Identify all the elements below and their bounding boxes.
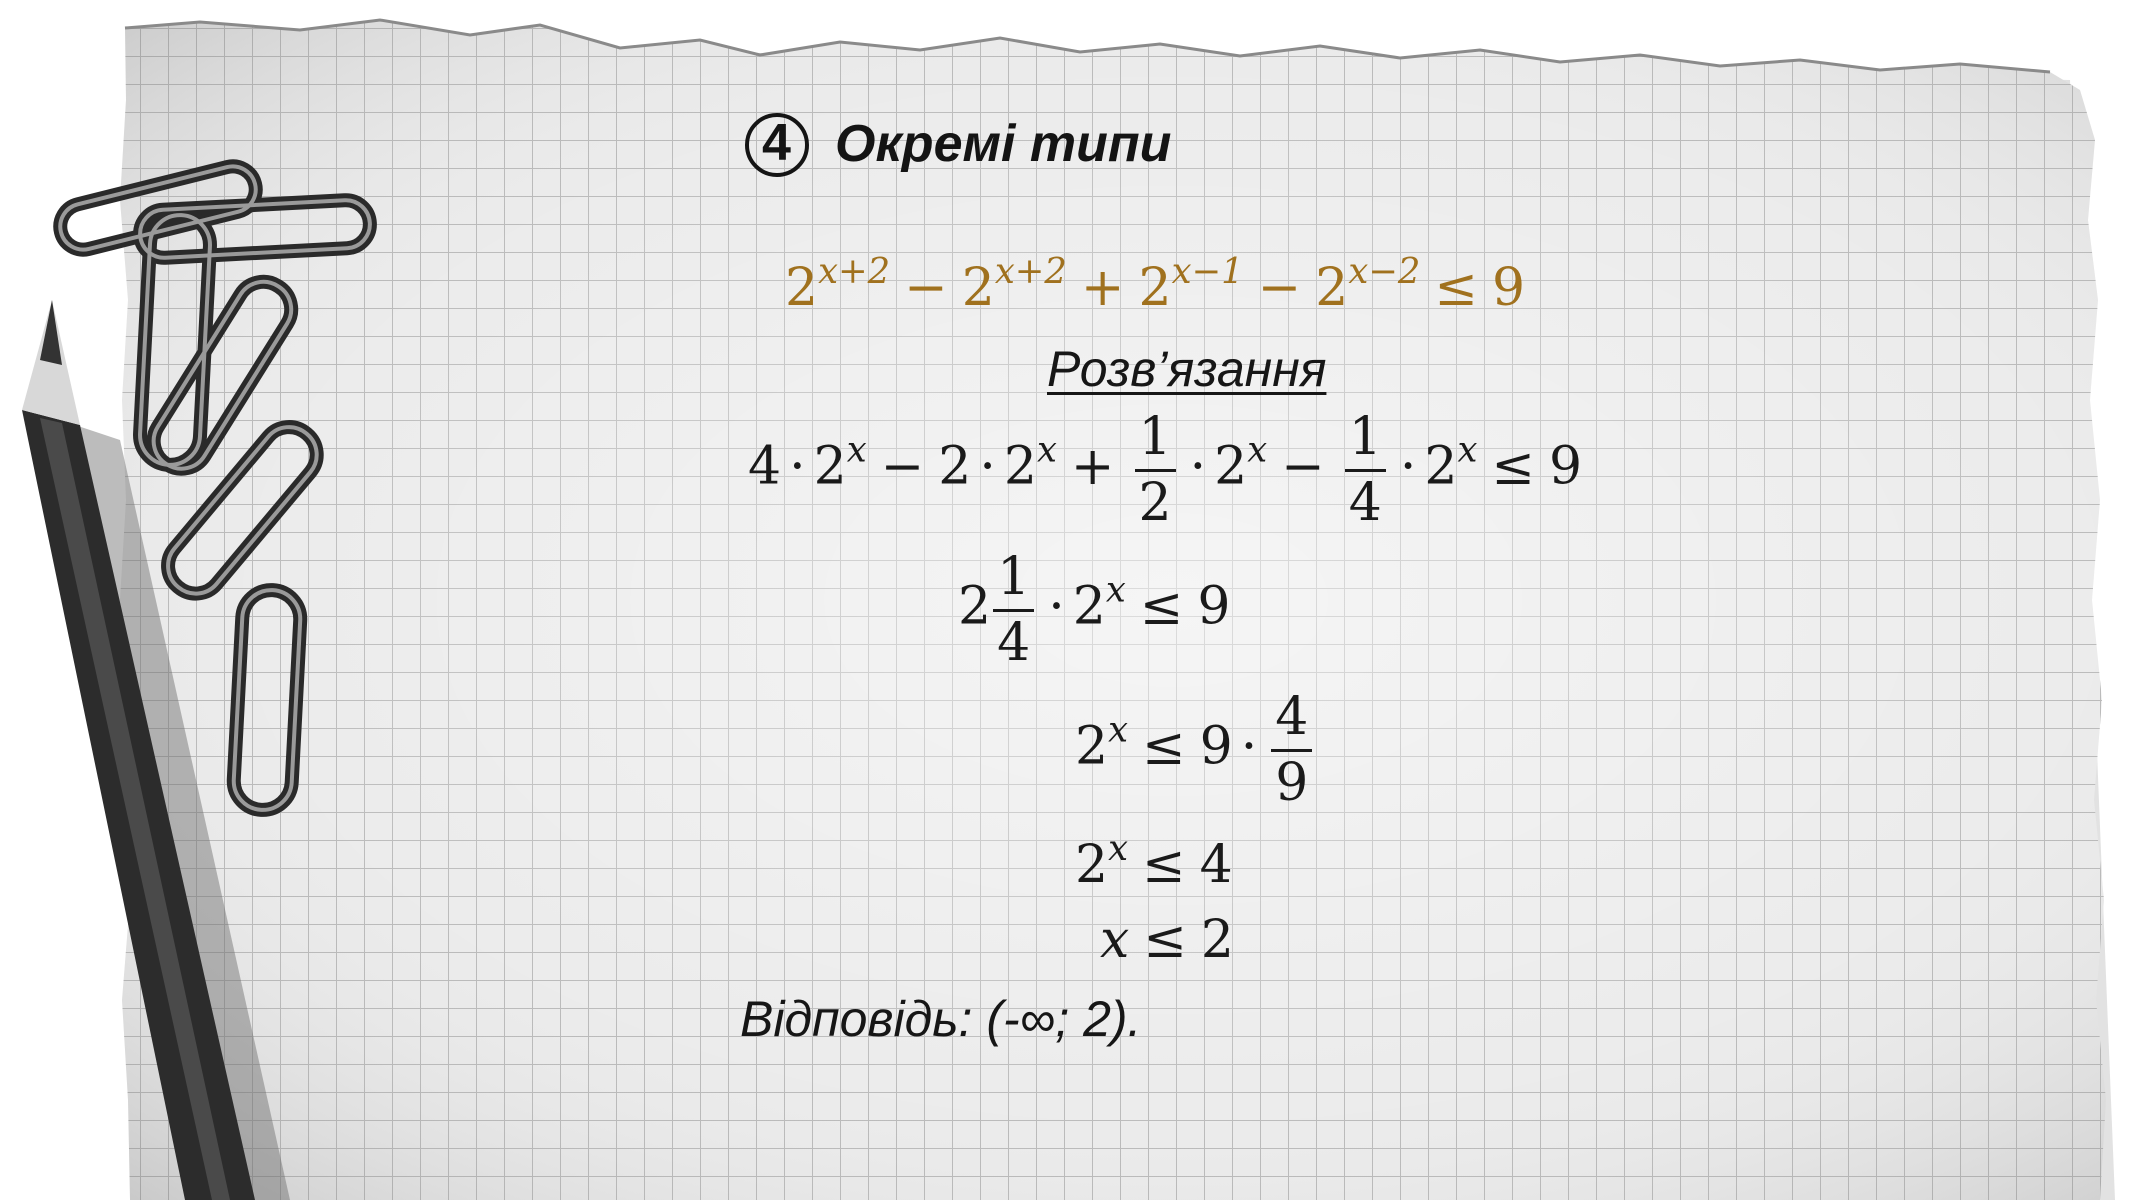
solution-step-4: $2^x \le 4$ [1075, 828, 1233, 895]
fraction: $\frac{1}{4}$ [993, 550, 1034, 670]
solution-step-3: $2^x \le 9$ · $\frac{4}{9}$ [1075, 690, 1318, 810]
solution-label: Розв’язання [1047, 341, 1327, 397]
solution-step-1: $4 \cdot 2^x - 2 \cdot 2^x$ + $\frac{1}{2}$ · $2^x$ − $\frac{1}{4}$ · $2^x \le 9$ [748, 407, 1583, 533]
fraction: $\frac{1}{2}$ [1135, 410, 1176, 530]
fraction: $\frac{4}{9}$ [1271, 690, 1312, 810]
fraction: $\frac{1}{4}$ [1345, 410, 1386, 530]
page-title: Окремі типи [835, 115, 1172, 173]
solution-step-5: x ≤ 2 [1100, 910, 1234, 970]
answer-text: Відповідь: (-∞; 2). [740, 991, 1142, 1047]
problem-inequality: $2^{x+2} - 2^{x+2} + 2^{x-1} - 2^{x-2} \le 9$ [785, 251, 1526, 318]
step-number: 4 [762, 114, 791, 172]
solution-step-2: 2 $\frac{1}{4}$ · $2^x \le 9$ [958, 547, 1231, 673]
